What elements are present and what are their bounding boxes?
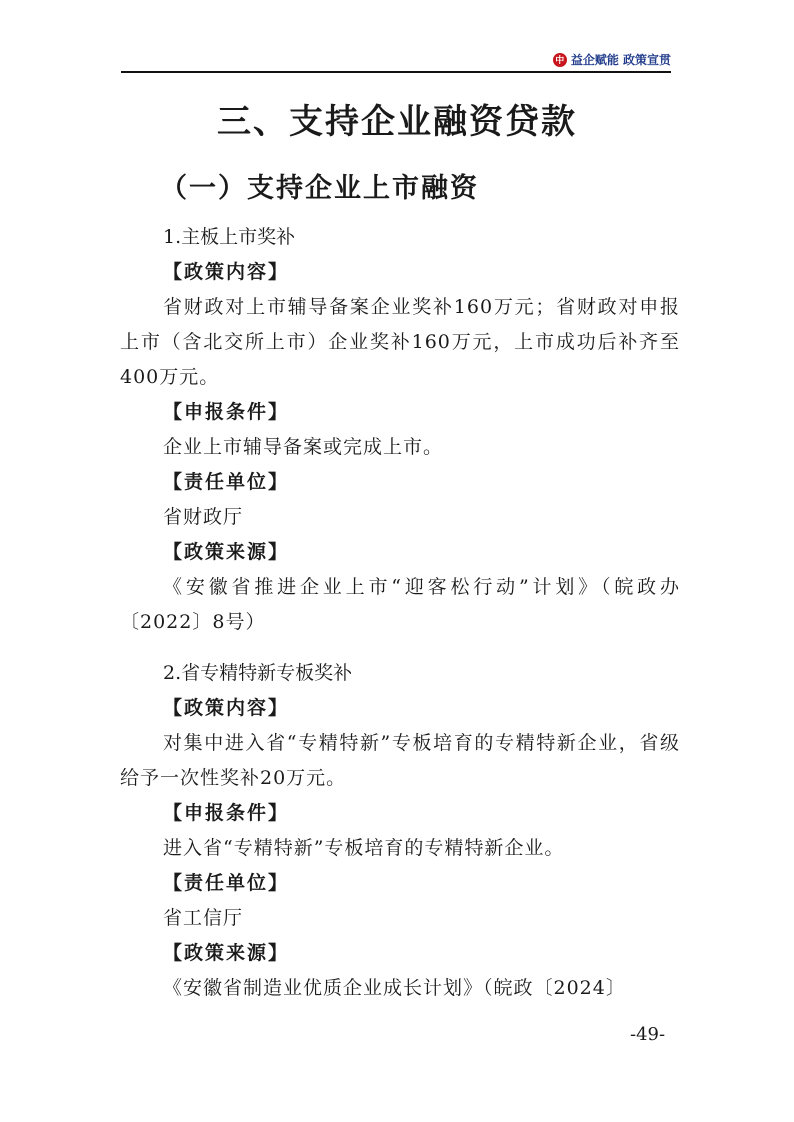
chapter-title: 三、支持企业融资贷款 — [217, 102, 577, 142]
policy-item-title: 2.省专精特新专板奖补 — [163, 662, 353, 684]
policy-item — [120, 656, 680, 1006]
logo-text: 益企赋能 政策宣贯 — [570, 53, 671, 67]
page-number: -49- — [630, 1024, 666, 1045]
policy-content — [120, 220, 680, 1006]
policy-content-label: 【政策内容】 — [163, 261, 290, 283]
header-divider — [121, 71, 671, 73]
responsible-unit-text: 省工信厅 — [163, 907, 244, 929]
policy-item — [120, 220, 680, 640]
application-conditions-text: 企业上市辅导备案或完成上市。 — [163, 436, 444, 458]
policy-source-text: 《安徽省推进企业上市“迎客松行动”计划》（皖政办〔2022〕8号） — [120, 576, 680, 633]
policy-content-text: 省财政对上市辅导备案企业奖补160万元；省财政对申报上市（含北交所上市）企业奖补160万元，上市成功后补齐至400万元。 — [120, 296, 680, 388]
policy-content-label: 【政策内容】 — [163, 697, 290, 719]
responsible-unit-label: 【责任单位】 — [163, 872, 290, 894]
policy-source-text: 《安徽省制造业优质企业成长计划》（皖政〔2024〕 — [163, 977, 626, 999]
header-logo — [553, 51, 671, 68]
logo-icon: 中 — [553, 53, 567, 67]
policy-source-label: 【政策来源】 — [163, 942, 290, 964]
responsible-unit-label: 【责任单位】 — [163, 471, 290, 493]
application-conditions-label: 【申报条件】 — [163, 401, 290, 423]
responsible-unit-text: 省财政厅 — [163, 506, 244, 528]
policy-source-label: 【政策来源】 — [163, 541, 290, 563]
section-title: （一）支持企业上市融资 — [160, 173, 479, 204]
policy-item-title: 1.主板上市奖补 — [163, 226, 296, 248]
application-conditions-label: 【申报条件】 — [163, 802, 290, 824]
policy-content-text: 对集中进入省“专精特新”专板培育的专精特新企业，省级给予一次性奖补20万元。 — [120, 732, 680, 789]
application-conditions-text: 进入省“专精特新”专板培育的专精特新企业。 — [163, 837, 565, 859]
